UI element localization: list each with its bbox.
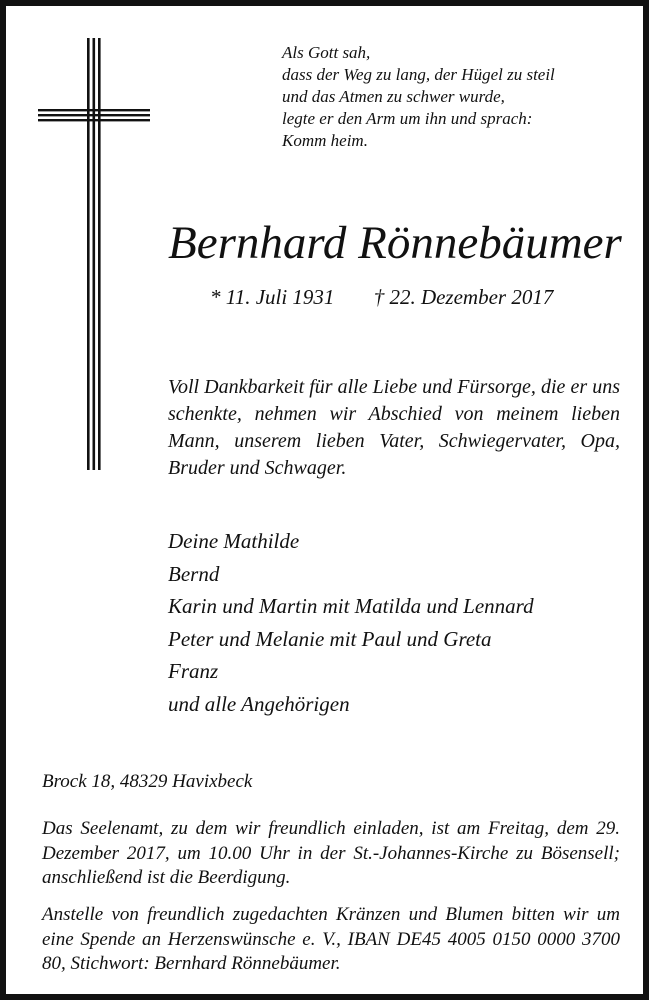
poem	[282, 42, 642, 152]
poem-line: dass der Weg zu lang, der Hügel zu steil	[282, 65, 555, 84]
address: Brock 18, 48329 Havixbeck	[42, 771, 253, 792]
family-member: Franz	[168, 659, 219, 684]
poem-line: Komm heim.	[282, 131, 368, 150]
family-member: Deine Mathilde	[168, 529, 300, 553]
thanks-paragraph: Voll Dankbarkeit für alle Liebe und Fürsorge, die er uns schenkte, nehmen wir Abschied von meinem lieben Mann, unserem lieben Vater, Schwiegervater, Opa, Bruder und Schwager.	[168, 376, 620, 479]
poem-line: legte er den Arm um ihn und sprach:	[282, 109, 533, 128]
donation-info: Anstelle von freundlich zugedachten Kränzen und Blumen bitten wir um eine Spende an Herzenswünsche e. V., IBAN DE45 4005 0150 0000 3700 80, Stichwort: Bernhard Rönnebäumer.	[42, 904, 620, 974]
family-member: Peter und Melanie mit Paul und Greta	[168, 626, 492, 651]
death-date: † 22. Dezember 2017	[373, 285, 554, 309]
funeral-info: Das Seelenamt, zu dem wir freundlich einladen, ist am Freitag, dem 29. Dezember 2017, um 10.00 Uhr in der St.-Johannes-Kirche zu Bösensell; anschließend ist die Beerdigung.	[42, 818, 620, 888]
family-member: Karin und Martin mit Matilda und Lennard	[168, 594, 534, 619]
poem-line: Als Gott sah,	[282, 43, 371, 62]
life-dates	[210, 283, 630, 311]
cross-icon	[36, 36, 152, 472]
family-member: Bernd	[168, 561, 220, 586]
family-list	[168, 525, 638, 721]
family-member: und alle Angehörigen	[168, 691, 350, 716]
poem-line: und das Atmen zu schwer wurde,	[282, 87, 505, 106]
deceased-name: Bernhard Rönnebäumer	[168, 217, 622, 269]
birth-date: * 11. Juli 1931	[210, 285, 335, 309]
